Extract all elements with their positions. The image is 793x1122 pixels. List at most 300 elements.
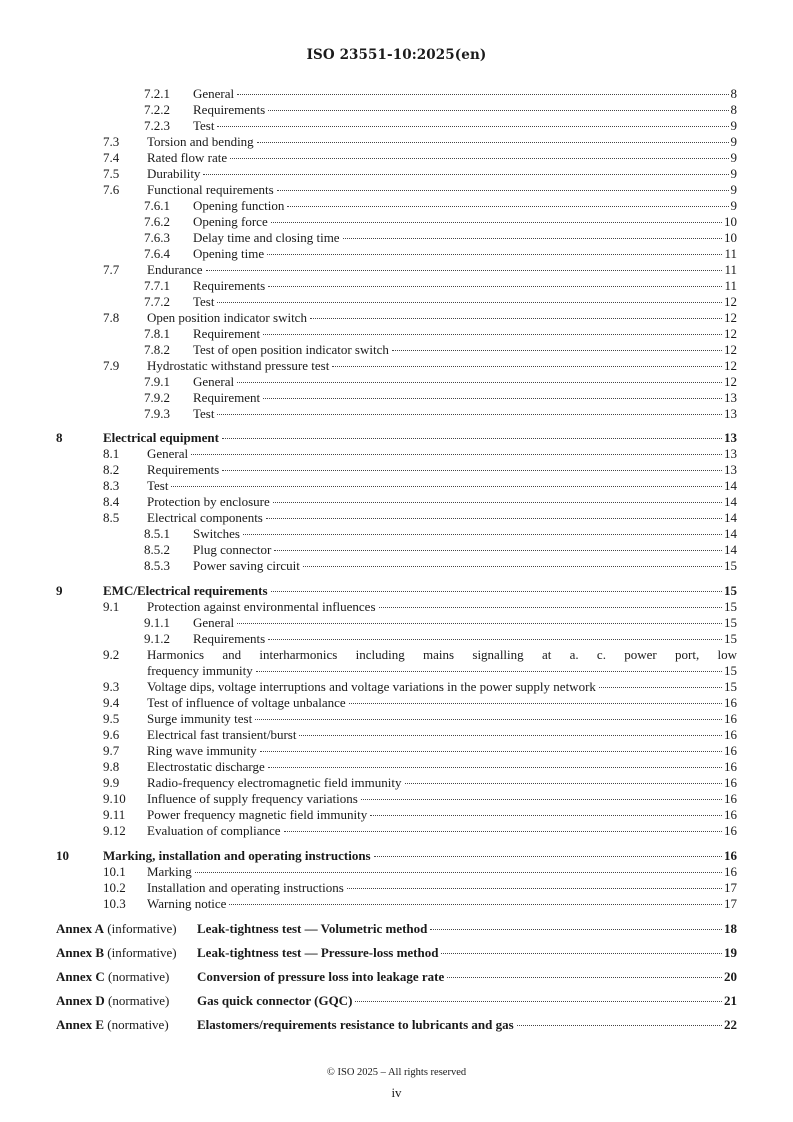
toc-entry-page: 9: [730, 150, 737, 165]
toc-dot-leader: [267, 254, 722, 255]
toc-entry-number: 7.6.4: [144, 246, 170, 261]
toc-entry[interactable]: [0, 446, 793, 462]
toc-entry-page: 14: [724, 526, 737, 541]
toc-entry-number: 9.5: [103, 711, 120, 726]
annex-page: 20: [724, 969, 737, 984]
toc-entry-number: 10.2: [103, 880, 126, 895]
toc-entry-title: Influence of supply frequency variations: [147, 791, 358, 806]
toc-entry-title: Hydrostatic withstand pressure test: [147, 358, 330, 373]
toc-entry-page: 9: [730, 166, 737, 181]
toc-entry-title-line: [147, 494, 737, 510]
toc-dot-leader: [332, 366, 722, 367]
toc-entry-page: 13: [724, 406, 737, 421]
toc-entry-title: Electrical equipment: [103, 430, 219, 445]
toc-dot-leader: [237, 382, 722, 383]
toc-entry-title: Electrical components: [147, 510, 263, 525]
toc-entry-page: 16: [724, 775, 737, 790]
toc-entry-number: 7.2.1: [144, 86, 170, 101]
toc-entry-title: Surge immunity test: [147, 711, 253, 726]
toc-entry-number: 9.1: [103, 599, 120, 614]
toc-entry-title-line: [103, 848, 737, 864]
toc-entry-number: 8.1: [103, 446, 120, 461]
toc-entry-page: 17: [724, 896, 737, 911]
toc-entry[interactable]: [0, 198, 793, 214]
toc-annex-entry[interactable]: [0, 1017, 793, 1033]
annex-label-group: [56, 993, 169, 1009]
toc-entry-title: Ring wave immunity: [147, 743, 257, 758]
toc-dot-leader: [260, 751, 722, 752]
toc-entry[interactable]: [0, 711, 793, 727]
toc-entry-title-line: [193, 214, 737, 230]
toc-dot-leader: [273, 502, 722, 503]
toc-dot-leader: [392, 350, 722, 351]
toc-entry-number: 7.2.3: [144, 118, 170, 133]
toc-entry[interactable]: [0, 374, 793, 390]
toc-entry-title-line: [147, 166, 737, 182]
toc-entry[interactable]: [0, 599, 793, 615]
toc-entry-title-line: [147, 446, 737, 462]
annex-title-line: [197, 921, 737, 937]
toc-dot-leader: [405, 783, 723, 784]
toc-entry-title: Open position indicator switch: [147, 310, 307, 325]
toc-entry-page: 12: [724, 310, 737, 325]
toc-annex-entry[interactable]: [0, 921, 793, 937]
toc-entry-number: 7.9.2: [144, 390, 170, 405]
toc-dot-leader: [355, 1001, 722, 1002]
toc-entry-title-line: [193, 542, 737, 558]
toc-entry-page: 16: [724, 727, 737, 742]
toc-dot-leader: [243, 534, 722, 535]
toc-entry[interactable]: [0, 214, 793, 230]
toc-entry-title-line: [193, 102, 737, 118]
toc-entry-title: Test of influence of voltage unbalance: [147, 695, 346, 710]
toc-entry-page: 16: [724, 823, 737, 838]
toc-entry-title: EMC/Electrical requirements: [103, 583, 268, 598]
toc-entry-number: 9.10: [103, 791, 126, 806]
annex-label: Annex A: [56, 921, 105, 936]
toc-entry[interactable]: [0, 478, 793, 494]
toc-entry[interactable]: [0, 583, 793, 599]
toc-entry-number: 10.1: [103, 864, 126, 879]
toc-entry[interactable]: [0, 166, 793, 182]
toc-entry-page: 16: [724, 791, 737, 806]
toc-entry-page: 13: [724, 462, 737, 477]
toc-entry-title-line: [147, 358, 737, 374]
toc-entry-title: General: [193, 86, 235, 101]
toc-entry-number: 9.7: [103, 743, 120, 758]
toc-entry-title: Requirements: [193, 102, 266, 117]
toc-entry-title-line: [147, 134, 737, 150]
toc-entry-title: Plug connector: [193, 542, 272, 557]
toc-entry[interactable]: [0, 230, 793, 246]
toc-entry-title: Installation and operating instructions: [147, 880, 344, 895]
toc-entry-title: Test of open position indicator switch: [193, 342, 389, 357]
toc-entry-number: 7.6.3: [144, 230, 170, 245]
toc-entry-title: Requirement: [193, 326, 261, 341]
toc-entry[interactable]: [0, 278, 793, 294]
toc-entry[interactable]: [0, 558, 793, 574]
toc-dot-leader: [268, 110, 728, 111]
toc-dot-leader: [195, 872, 722, 873]
toc-entry-title-line: [147, 711, 737, 727]
toc-entry-title: Power frequency magnetic field immunity: [147, 807, 368, 822]
toc-entry[interactable]: [0, 246, 793, 262]
toc-entry-title-line: [147, 759, 737, 775]
annex-title: Conversion of pressure loss into leakage rate: [197, 969, 445, 984]
toc-entry-page: 12: [724, 374, 737, 389]
toc-dot-leader: [263, 334, 722, 335]
toc-dot-leader: [271, 591, 722, 592]
toc-entry[interactable]: [0, 791, 793, 807]
toc-entry[interactable]: [0, 430, 793, 446]
toc-entry-title: Warning notice: [147, 896, 227, 911]
toc-entry-number: 8.5.3: [144, 558, 170, 573]
toc-entry-title-line: [193, 198, 737, 214]
toc-dot-leader: [266, 518, 722, 519]
toc-entry-title: Opening function: [193, 198, 285, 213]
toc-entry[interactable]: [0, 150, 793, 166]
toc-entry[interactable]: [0, 102, 793, 118]
toc-entry-title-line: [193, 631, 737, 647]
copyright-notice: © ISO 2025 – All rights reserved: [326, 1067, 467, 1078]
toc-entry-number: 10: [56, 848, 69, 863]
toc-entry-page: 16: [724, 695, 737, 710]
annex-label-group: [56, 969, 169, 985]
toc-entry-title: Protection by enclosure: [147, 494, 270, 509]
toc-entry-page: 15: [724, 631, 737, 646]
document-header: ISO 23551-10:2025(en): [306, 47, 487, 63]
annex-page: 18: [724, 921, 737, 936]
toc-entry-page: 13: [724, 446, 737, 461]
annex-type: (informative): [107, 921, 177, 936]
toc-dot-leader: [203, 174, 728, 175]
toc-entry-title-line: [147, 478, 737, 494]
toc-entry[interactable]: [0, 294, 793, 310]
toc-entry-page: 14: [724, 510, 737, 525]
annex-label: Annex C: [56, 969, 105, 984]
toc-entry-title-line: [193, 558, 737, 574]
toc-entry-number: 7.6: [103, 182, 120, 197]
annex-page: 19: [724, 945, 737, 960]
toc-entry-page: 15: [724, 615, 737, 630]
annex-title: Leak-tightness test — Volumetric method: [197, 921, 428, 936]
toc-entry-title-line: [147, 150, 737, 166]
toc-entry-number: 8.2: [103, 462, 120, 477]
toc-entry-number: 9.8: [103, 759, 120, 774]
toc-entry-page: 16: [724, 807, 737, 822]
toc-entry-number: 7.6.1: [144, 198, 170, 213]
toc-entry-number: 9: [56, 583, 63, 598]
toc-entry-title-line: [193, 230, 737, 246]
toc-entry-title: General: [193, 615, 235, 630]
toc-entry-title: Evaluation of compliance: [147, 823, 281, 838]
toc-entry-page: 13: [724, 390, 737, 405]
toc-entry-title-line: [193, 342, 737, 358]
toc-entry-title: Marking, installation and operating instructions: [103, 848, 371, 863]
toc-entry-title-line: [147, 695, 737, 711]
toc-dot-leader: [287, 206, 728, 207]
toc-entry[interactable]: [0, 615, 793, 631]
toc-entry-page: 11: [724, 246, 737, 261]
toc-entry-page: 16: [724, 743, 737, 758]
toc-dot-leader: [299, 735, 722, 736]
toc-entry[interactable]: [0, 695, 793, 711]
toc-entry[interactable]: [0, 134, 793, 150]
toc-entry-page: 17: [724, 880, 737, 895]
toc-dot-leader: [284, 831, 722, 832]
toc-entry-title: Endurance: [147, 262, 203, 277]
toc-entry-page: 12: [724, 342, 737, 357]
toc-entry-title: Voltage dips, voltage interruptions and voltage variations in the power supply network: [147, 679, 596, 694]
toc-entry[interactable]: [0, 647, 793, 679]
toc-dot-leader: [430, 929, 722, 930]
toc-entry[interactable]: [0, 727, 793, 743]
toc-entry-title: Requirement: [193, 390, 261, 405]
toc-dot-leader: [447, 977, 722, 978]
toc-entry[interactable]: [0, 775, 793, 791]
toc-entry-title-line: [147, 663, 737, 679]
toc-entry-title: Protection against environmental influences: [147, 599, 376, 614]
annex-label-group: [56, 1017, 169, 1033]
toc-entry-number: 7.5: [103, 166, 120, 181]
toc-entry-page: 11: [724, 262, 737, 277]
toc-entry-number: 7.6.2: [144, 214, 170, 229]
toc-entry-title-line: [147, 727, 737, 743]
toc-entry-title-line: [147, 462, 737, 478]
toc-entry[interactable]: [0, 118, 793, 134]
toc-entry-title-line1: Harmonics and interharmonics including mains signalling at a. c. power port, low: [147, 647, 737, 662]
toc-entry-title: Requirements: [147, 462, 220, 477]
toc-entry[interactable]: [0, 542, 793, 558]
annex-type: (normative): [108, 969, 170, 984]
toc-entry-page: 10: [724, 230, 737, 245]
toc-entry-title-line: [147, 743, 737, 759]
toc-entry-number: 7.7.1: [144, 278, 170, 293]
toc-entry-page: 15: [724, 558, 737, 573]
toc-entry[interactable]: [0, 462, 793, 478]
toc-entry-number: 7.9.1: [144, 374, 170, 389]
toc-entry-title: Electrostatic discharge: [147, 759, 265, 774]
page-number: iv: [391, 1085, 402, 1100]
toc-dot-leader: [349, 703, 722, 704]
annex-page: 22: [724, 1017, 737, 1032]
toc-entry-page: 9: [730, 182, 737, 197]
toc-entry-title: Test: [193, 406, 215, 421]
toc-entry-number: 8.3: [103, 478, 120, 493]
toc-entry[interactable]: [0, 864, 793, 880]
toc-entry-number: 9.3: [103, 679, 120, 694]
toc-entry[interactable]: [0, 86, 793, 102]
toc-entry[interactable]: [0, 406, 793, 422]
toc-entry-title: Test: [147, 478, 169, 493]
toc-dot-leader: [268, 286, 722, 287]
toc-entry-number: 8.5.1: [144, 526, 170, 541]
toc-entry-title: Rated flow rate: [147, 150, 228, 165]
toc-entry-title-line: [193, 374, 737, 390]
toc-entry-title: Test: [193, 118, 215, 133]
toc-entry[interactable]: [0, 880, 793, 896]
annex-label: Annex D: [56, 993, 105, 1008]
toc-dot-leader: [303, 566, 722, 567]
toc-entry-title-line: [193, 326, 737, 342]
toc-entry[interactable]: [0, 390, 793, 406]
toc-entry[interactable]: [0, 807, 793, 823]
toc-entry-page: 15: [724, 679, 737, 694]
toc-dot-leader: [255, 719, 722, 720]
toc-entry[interactable]: [0, 896, 793, 912]
toc-dot-leader: [206, 270, 723, 271]
toc-entry-title: Switches: [193, 526, 240, 541]
toc-dot-leader: [370, 815, 722, 816]
toc-entry-number: 7.7: [103, 262, 120, 277]
toc-entry-number: 9.4: [103, 695, 120, 710]
toc-entry[interactable]: [0, 823, 793, 839]
toc-entry[interactable]: [0, 848, 793, 864]
toc-entry-title-line: [147, 182, 737, 198]
toc-entry-page: 9: [730, 134, 737, 149]
toc-entry[interactable]: [0, 679, 793, 695]
toc-entry-title: frequency immunity: [147, 663, 253, 678]
toc-entry-title-line: [147, 599, 737, 615]
toc-dot-leader: [277, 190, 729, 191]
toc-entry-page: 14: [724, 494, 737, 509]
toc-dot-leader: [230, 158, 728, 159]
toc-entry-number: 9.11: [103, 807, 126, 822]
toc-entry-page: 9: [730, 198, 737, 213]
toc-entry-number: 7.4: [103, 150, 120, 165]
toc-entry-title-line: [147, 880, 737, 896]
toc-entry-title: Opening force: [193, 214, 268, 229]
toc-entry[interactable]: [0, 342, 793, 358]
annex-label-group: [56, 921, 177, 937]
toc-entry-title-line: [147, 679, 737, 695]
toc-entry[interactable]: [0, 310, 793, 326]
toc-entry-page: 15: [724, 583, 737, 598]
toc-entry-page: 14: [724, 478, 737, 493]
toc-dot-leader: [343, 238, 722, 239]
annex-title: Leak-tightness test — Pressure-loss method: [197, 945, 439, 960]
toc-entry-number: 9.1.1: [144, 615, 170, 630]
annex-type: (normative): [107, 1017, 169, 1032]
toc-entry-number: 9.6: [103, 727, 120, 742]
toc-entry-title-line: [147, 262, 737, 278]
toc-entry[interactable]: [0, 759, 793, 775]
toc-dot-leader: [217, 302, 722, 303]
toc-entry-title-line: [103, 430, 737, 446]
annex-type: (informative): [107, 945, 177, 960]
toc-entry[interactable]: [0, 494, 793, 510]
toc-dot-leader: [361, 799, 722, 800]
toc-entry-page: 13: [724, 430, 737, 445]
toc-annex-entry[interactable]: [0, 993, 793, 1009]
toc-entry-title-line: [147, 791, 737, 807]
toc-entry-number: 7.3: [103, 134, 120, 149]
toc-entry-title: Durability: [147, 166, 201, 181]
annex-title-line: [197, 993, 737, 1009]
toc-entry-title-line: [193, 406, 737, 422]
annex-title-line: [197, 969, 737, 985]
toc-entry[interactable]: [0, 358, 793, 374]
toc-dot-leader: [310, 318, 722, 319]
toc-dot-leader: [256, 671, 722, 672]
annex-title: Gas quick connector (GQC): [197, 993, 353, 1008]
toc-entry-number: 7.2.2: [144, 102, 170, 117]
toc-entry-number: 8.5: [103, 510, 120, 525]
toc-entry-title: Power saving circuit: [193, 558, 300, 573]
toc-entry-title: Requirements: [193, 631, 266, 646]
toc-entry-title: Torsion and bending: [147, 134, 254, 149]
toc-entry-number: 7.9: [103, 358, 120, 373]
toc-entry-number: 7.8.2: [144, 342, 170, 357]
toc-entry-number: 9.12: [103, 823, 126, 838]
annex-title-line: [197, 1017, 737, 1033]
toc-entry[interactable]: [0, 526, 793, 542]
toc-entry-page: 14: [724, 542, 737, 557]
toc-dot-leader: [517, 1025, 722, 1026]
toc-entry-page: 12: [724, 358, 737, 373]
toc-dot-leader: [268, 639, 722, 640]
annex-title: Elastomers/requirements resistance to lubricants and gas: [197, 1017, 514, 1032]
toc-entry[interactable]: [0, 510, 793, 526]
toc-entry-number: 10.3: [103, 896, 126, 911]
toc-entry-title-line: [193, 118, 737, 134]
annex-label: Annex E: [56, 1017, 105, 1032]
toc-dot-leader: [171, 486, 722, 487]
toc-entry-title-line: [193, 294, 737, 310]
toc-entry-title: Electrical fast transient/burst: [147, 727, 297, 742]
toc-entry-number: 9.2: [103, 647, 120, 662]
toc-dot-leader: [271, 222, 722, 223]
toc-dot-leader: [599, 687, 722, 688]
toc-entry-title-line: [193, 278, 737, 294]
toc-entry-page: 10: [724, 214, 737, 229]
annex-title-line: [197, 945, 737, 961]
toc-annex-entry[interactable]: [0, 945, 793, 961]
toc-dot-leader: [379, 607, 722, 608]
toc-entry[interactable]: [0, 182, 793, 198]
toc-entry-title-line: [147, 310, 737, 326]
annex-label: Annex B: [56, 945, 105, 960]
toc-dot-leader: [217, 126, 728, 127]
toc-dot-leader: [237, 94, 728, 95]
toc-entry-page: 12: [724, 326, 737, 341]
toc-entry[interactable]: [0, 743, 793, 759]
toc-entry-title-line: [193, 526, 737, 542]
toc-dot-leader: [222, 470, 722, 471]
toc-entry-title-line: [193, 86, 737, 102]
annex-label-group: [56, 945, 177, 961]
toc-entry[interactable]: [0, 631, 793, 647]
toc-dot-leader: [268, 767, 722, 768]
toc-annex-entry[interactable]: [0, 969, 793, 985]
toc-entry-page: 16: [724, 711, 737, 726]
toc-dot-leader: [191, 454, 722, 455]
toc-entry-title-line: [147, 775, 737, 791]
toc-dot-leader: [222, 438, 722, 439]
toc-entry-title-line: [147, 896, 737, 912]
toc-entry-title-line: [147, 510, 737, 526]
toc-entry[interactable]: [0, 326, 793, 342]
toc-entry-title-line: [193, 615, 737, 631]
toc-entry-title: Radio-frequency electromagnetic field immunity: [147, 775, 402, 790]
toc-entry-title: Opening time: [193, 246, 265, 261]
toc-entry[interactable]: [0, 262, 793, 278]
toc-entry-number: 7.8.1: [144, 326, 170, 341]
toc-entry-page: 12: [724, 294, 737, 309]
toc-dot-leader: [274, 550, 722, 551]
toc-entry-title-line: [103, 583, 737, 599]
toc-entry-page: 11: [724, 278, 737, 293]
